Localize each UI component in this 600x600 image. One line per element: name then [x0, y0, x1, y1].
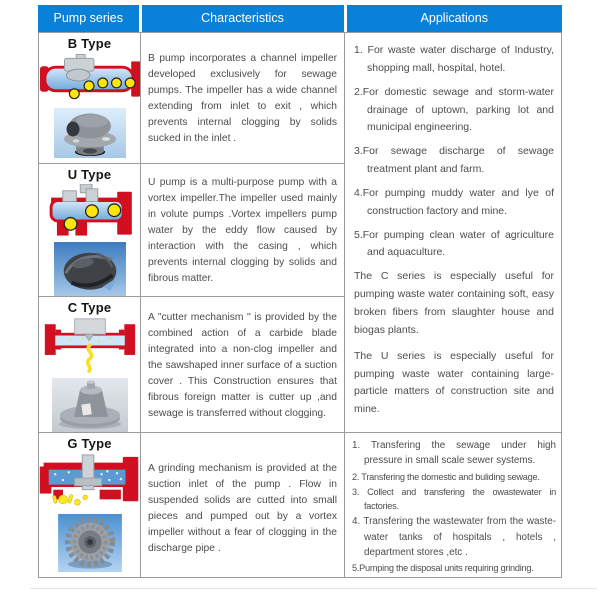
characteristics-cell-g [141, 433, 345, 577]
pump-series-cell-u [39, 164, 141, 297]
g-application-item-5: 5.Pumping the disposal units requiring grinding. [352, 563, 534, 574]
u-type-cross-section-diagram [44, 184, 136, 237]
characteristics-cell-b [141, 33, 345, 164]
application-item-4: 4.For pumping muddy water and lye of construction factory and mine. [354, 186, 554, 217]
characteristics-text-c: A "cutter mechanism " is provided by the combined action of a carbide blade integrated into a non-clog impeller and the sawshaped inner surface of a suction cover . This Construction ensures that fibrous foreign matter is cutter up ,and sewage is transferred without clogging. [148, 312, 337, 419]
characteristics-cell-c [141, 297, 345, 433]
type-label-u: U Type [67, 167, 112, 182]
pump-series-cell-b [39, 33, 141, 164]
g-type-impeller-photo [58, 514, 122, 572]
g-application-item-1: 1. Transfering the sewage under high pressure in small scale sewer systems. [352, 440, 556, 467]
header-cell-pump-series: Pump series [38, 5, 139, 32]
type-label-g: G Type [67, 436, 112, 451]
pump-table-body [38, 32, 562, 578]
type-label-b: B Type [67, 36, 112, 51]
table-header-row [38, 5, 562, 32]
c-type-cross-section-diagram [40, 317, 140, 373]
c-type-impeller-photo [52, 378, 128, 432]
g-application-item-2: 2. Transfering the domestic and buliding sewage. [352, 471, 540, 482]
characteristics-text-u: U pump is a multi-purpose pump with a vortex impeller.The impeller used mainly in volute pumps .Vortex impellers pump water by the eddy flow caused by interaction with the casing , which prevents internal clogging by solids and fibrous matter. [148, 177, 337, 284]
type-label-c: C Type [67, 300, 112, 315]
characteristics-cell-u [141, 164, 345, 297]
application-note-u-series: The U series is especially useful for pumping waste water containing large-particle matters of construction site and mine. [354, 349, 554, 416]
pump-series-cell-g [39, 433, 141, 577]
b-type-impeller-photo [54, 108, 126, 158]
application-note-c-series: The C series is especially useful for pumping waste water containing soft, easy broken fibers from slaughter house and biogas plants. [354, 270, 554, 336]
g-application-item-4: 4. Transfering the wastewater from the waste-water tanks of hospitals , hotels , department stores ,etc . [352, 516, 556, 559]
page-bottom-rule [30, 588, 597, 589]
applications-cell-shared [345, 33, 561, 433]
application-item-2: 2.For domestic sewage and storm-water drainage of uptown, parking lot and municipal engineering. [354, 85, 554, 134]
g-type-cross-section-diagram [39, 453, 141, 509]
g-application-item-3: 3. Collect and transfering the owastewater in factories. [352, 486, 556, 512]
header-cell-applications: Applications [347, 5, 563, 32]
application-item-1: 1. For waste water discharge of Industry, shopping mall, hospital, hotel. [354, 44, 554, 74]
b-type-cross-section-diagram [39, 53, 141, 103]
application-item-5: 5.For pumping clean water of agriculture and aquaculture. [354, 228, 554, 259]
u-type-impeller-photo [53, 242, 127, 296]
applications-cell-g [345, 433, 561, 577]
application-item-3: 3.For sewage discharge of sewage treatment plant and farm. [354, 145, 554, 176]
pump-series-cell-c [39, 297, 141, 433]
characteristics-text-g: A grinding mechanism is provided at the suction inlet of the pump . Flow in suspended solids are cutted into small pieces and pumped out by a vortex impeller without a fear of clogging in the discharge pipe . [148, 463, 337, 554]
header-cell-characteristics: Characteristics [142, 5, 344, 32]
characteristics-text-b: B pump incorporates a channel impeller developed exclusively for sewage pumps. The impeller has a wide channel extending from inlet to exit , which prevents internal clogging by solids sucked in the inlet . [148, 53, 337, 144]
